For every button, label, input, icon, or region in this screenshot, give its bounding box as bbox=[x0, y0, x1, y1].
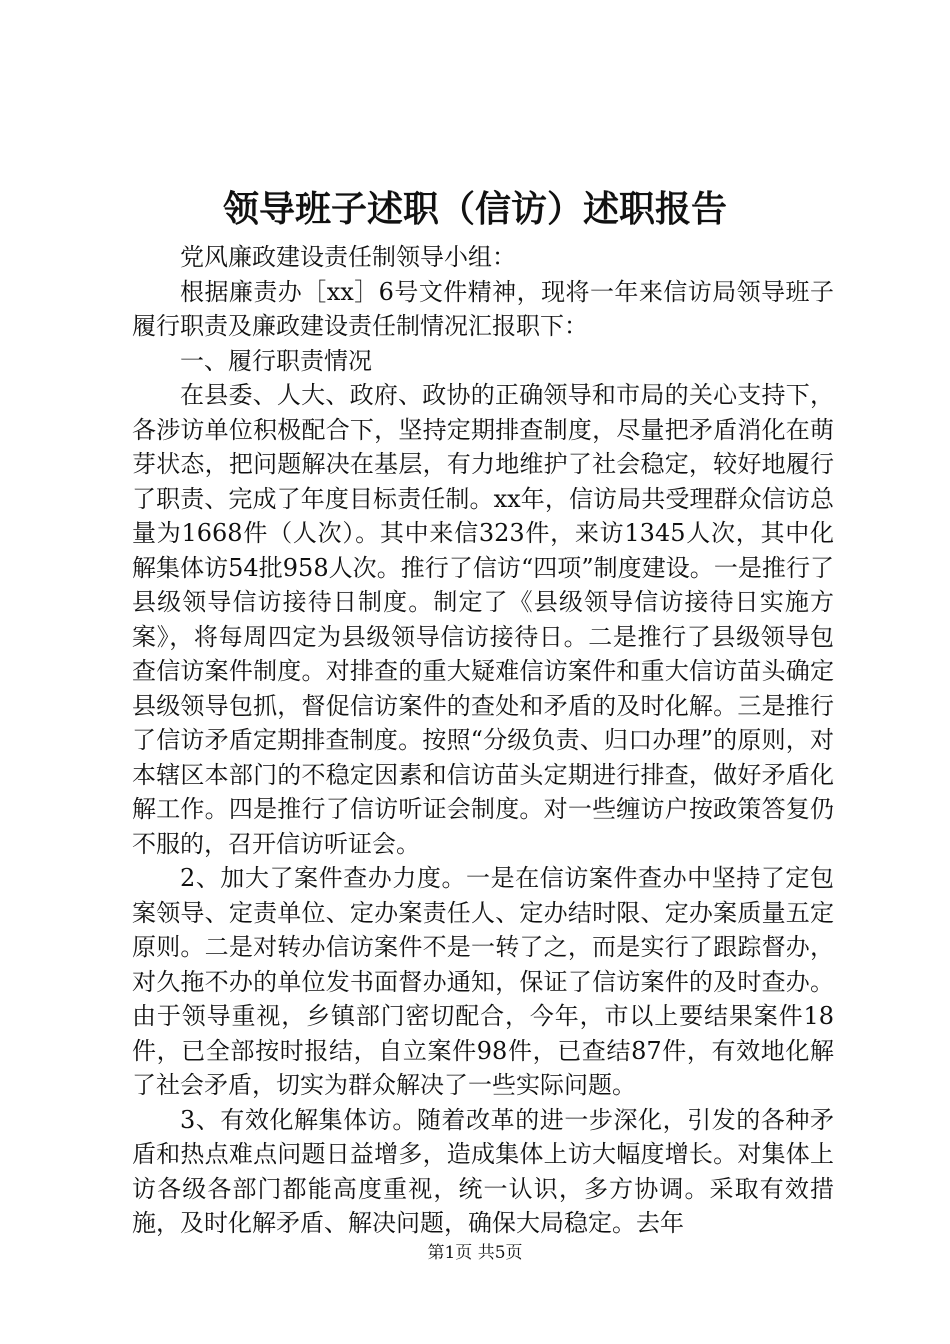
salutation-paragraph: 党风廉政建设责任制领导小组： bbox=[180, 243, 516, 271]
document-title: 领导班子述职（信访）述职报告 bbox=[222, 188, 727, 230]
page-footer: 第1页 共5页 bbox=[427, 1243, 523, 1263]
section-heading: 一、履行职责情况 bbox=[180, 346, 372, 375]
body-paragraph: 2、加大了案件查办力度。一是在信访案件查办中坚持了定包案领导、定责单位、定办案责任人、定办结时限、定办案质量五定原则。二是对转办信访案件不是一转了之，而是实行了跟踪督办，对久拖不办的单位发书面督办通知，保证了信访案件的及时查办。由于领导重视，乡镇部门密切配合，今年，市以上要结果案件18件，已全部按时报结，自立案件98件，已查结87件，有效地化解了社会矛盾，切实为群众解决了一些实际问题。 bbox=[132, 864, 834, 1099]
body-paragraph: 3、有效化解集体访。随着改革的进一步深化，引发的各种矛盾和热点难点问题日益增多，造成集体上访大幅度增长。对集体上访各级各部门都能高度重视，统一认识，多方协调。采取有效措施，及时化解矛盾、解决问题，确保大局稳定。去年 bbox=[132, 1105, 834, 1237]
intro-paragraph: 根据廉责办［xx］6号文件精神，现将一年来信访局领导班子履行职责及廉政建设责任制情况汇报职下： bbox=[132, 277, 834, 340]
body-paragraph: 在县委、人大、政府、政协的正确领导和市局的关心支持下，各涉访单位积极配合下，坚持定期排查制度，尽量把矛盾消化在萌芽状态，把问题解决在基层，有力地维护了社会稳定，较好地履行了职责、完成了年度目标责任制。xx年，信访局共受理群众信访总量为1668件（人次）。其中来信323件，来访1345人次，其中化解集体访54批958人次。推行了信访“四项”制度建设。一是推行了县级领导信访接待日制度。制定了《县级领导信访接待日实施方案》，将每周四定为县级领导信访接待日。二是推行了县级领导包查信访案件制度。对排查的重大疑难信访案件和重大信访苗头确定县级领导包抓，督促信访案件的查处和矛盾的及时化解。三是推行了信访矛盾定期排查制度。按照“分级负责、归口办理”的原则，对本辖区本部门的不稳定因素和信访苗头定期进行排查，做好矛盾化解工作。四是推行了信访听证会制度。对一些缠访户按政策答复仍不服的，召开信访听证会。 bbox=[132, 381, 834, 858]
document-body bbox=[132, 240, 834, 1241]
